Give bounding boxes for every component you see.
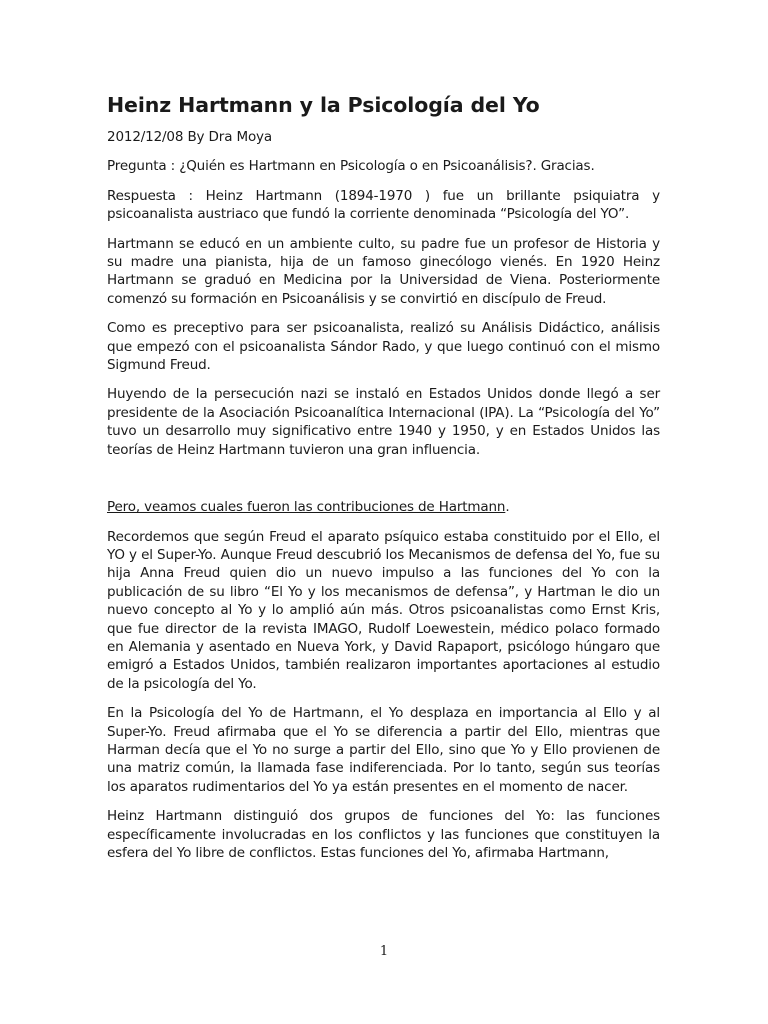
post-meta: 2012/12/08 By Dra Moya <box>107 129 273 145</box>
section-heading-line <box>107 498 660 516</box>
paragraph: Huyendo de la persecución nazi se instaló en Estados Unidos donde llegó a ser presidente de la Asociación Psicoanalítica Internacional (IPA). La “Psicología del Yo” tuvo un desarrollo muy significativo entre 1940 y 1950, y en Estados Unidos las teorías de Heinz Hartmann tuvieron una gran influencia. <box>107 386 660 458</box>
paragraph: Heinz Hartmann distinguió dos grupos de funciones del Yo: las funciones específicamente involucradas en los conflictos y las funciones que constituyen la esfera del Yo libre de conflictos. Estas funciones del Yo, afirmaba Hartmann, <box>107 808 660 861</box>
paragraph: Respuesta : Heinz Hartmann (1894-1970 ) fue un brillante psiquiatra y psicoanalista austriaco que fundó la corriente denominada “Psicología del YO”. <box>107 187 660 223</box>
paragraph: Hartmann se educó en un ambiente culto, su padre fue un profesor de Historia y su madre una pianista, hija de un famoso ginecólogo vienés. En 1920 Heinz Hartmann se graduó en Medicina por la Universidad de Viena. Posteriormente comenzó su formación en Psicoanálisis y se convirtió en discípulo de Freud. <box>107 235 660 307</box>
question-paragraph: Pregunta : ¿Quién es Hartmann en Psicología o en Psicoanálisis?. Gracias. <box>107 158 595 175</box>
paragraph: Recordemos que según Freud el aparato psíquico estaba constituido por el Ello, el YO y el Super-Yo. Aunque Freud descubrió los Mecanismos de defensa del Yo, fue su hija Anna Freud quien dio un nuevo impulso a las funciones del Yo con la publicación de su libro “El Yo y los mecanismos de defensa”, y Hartman le dio un nuevo concepto al Yo y lo amplió aún más. Otros psicoanalistas como Ernst Kris, que fue director de la revista IMAGO, Rudolf Loewestein, médico polaco formado en Alemania y asentado en Nueva York, y David Rapaport, psicólogo húngaro que emigró a Estados Unidos, también realizaron importantes aportaciones al estudio de la psicología del Yo. <box>107 528 660 692</box>
blank-line <box>107 470 660 498</box>
document-body <box>107 92 660 873</box>
page-number: 1 <box>379 944 389 959</box>
paragraph: En la Psicología del Yo de Hartmann, el Yo desplaza en importancia al Ello y al Super-Yo. Freud afirmaba que el Yo se diferencia a partir del Ello, mientras que Harman decía que el Yo no surge a partir del Ello, sino que Yo y Ello provienen de una matriz común, la llamada fase indiferenciada. Por lo tanto, según sus teorías los aparatos rudimentarios del Yo ya están presentes en el momento de nacer. <box>107 705 660 795</box>
section-heading: Pero, veamos cuales fueron las contribuciones de Hartmann <box>107 499 506 516</box>
section-heading-period: . <box>505 499 510 516</box>
paragraph: Como es preceptivo para ser psicoanalista, realizó su Análisis Didáctico, análisis que empezó con el psicoanalista Sándor Rado, y que luego continuó con el mismo Sigmund Freud. <box>107 320 660 374</box>
page-title: Heinz Hartmann y la Psicología del Yo <box>107 93 540 117</box>
